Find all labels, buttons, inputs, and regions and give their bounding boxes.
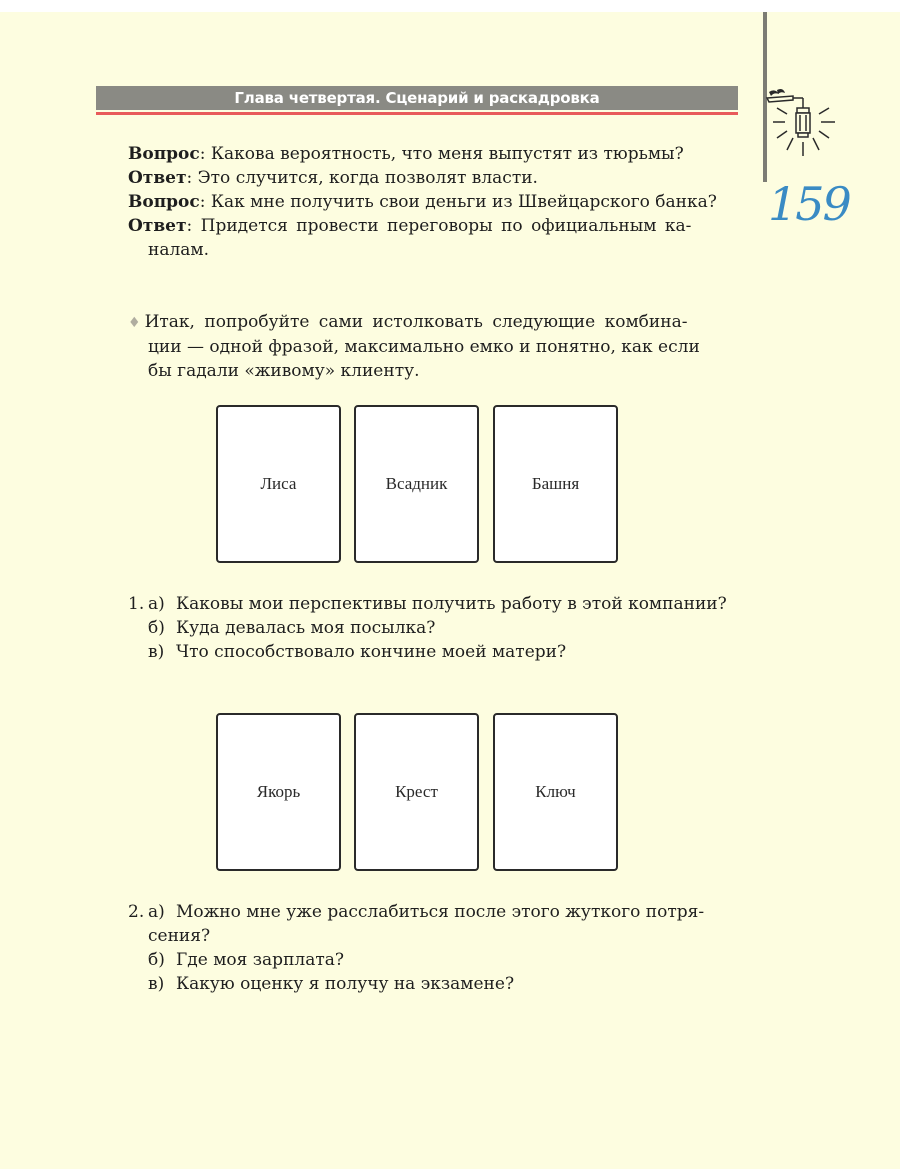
intro-text: Итак, попробуйте сами истолковать следующие комбина- [144,312,688,332]
qa-label: Ответ [128,216,187,236]
page-number: 159 [768,177,850,231]
question-text: Какую оценку я получу на экзамене? [176,974,515,994]
question-item [128,948,748,972]
card: Всадник [354,405,479,563]
qa-line [128,166,740,190]
chapter-title: Глава четвертая. Сценарий и раскадровка [96,86,738,110]
question-letter: в) [148,642,165,662]
qa-line [128,142,740,166]
card: Башня [493,405,618,563]
qa-text: : Придется провести переговоры по официальным ка- [186,216,692,236]
question-text: Каковы мои перспективы получить работу в этой компании? [176,594,727,614]
question-letter: в) [148,974,165,994]
card: Крест [354,713,479,871]
question-text: Где моя зарплата? [176,950,344,970]
top-strip [0,0,900,12]
intro-paragraph [128,310,742,383]
intro-line: ции — одной фразой, максимально емко и понятно, как если [148,337,700,357]
intro-line: бы гадали «живому» клиенту. [148,361,420,381]
lantern-icon [763,86,843,166]
question-item [128,616,748,640]
question-letter: а) [148,902,165,922]
question-list-2 [128,900,748,996]
qa-label: Вопрос [128,192,200,212]
card: Ключ [493,713,618,871]
question-letter: а) [148,594,165,614]
question-text: Можно мне уже расслабиться после этого жуткого потря- [176,902,705,922]
question-text: Куда девалась моя посылка? [176,618,436,638]
question-item [128,924,748,948]
question-item [128,900,748,924]
qa-text: : Как мне получить свои деньги из Швейцарского банка? [199,192,717,212]
question-list-1 [128,592,748,664]
card-spread-1 [216,405,619,563]
question-item [128,592,748,616]
question-letter: б) [148,950,165,970]
qa-label: Ответ [128,168,187,188]
qa-line [128,214,740,238]
qa-text: : Это случится, когда позволят власти. [186,168,538,188]
card-spread-2 [216,713,619,871]
qa-line [128,190,740,214]
question-number: 1. [128,594,145,614]
qa-continuation: налам. [148,240,210,260]
qa-block [128,142,740,262]
question-continuation: сения? [148,926,211,946]
diamond-bullet-icon: ♦ [128,315,141,331]
question-text: Что способствовало кончине моей матери? [176,642,567,662]
question-number: 2. [128,902,145,922]
card: Лиса [216,405,341,563]
qa-text: : Какова вероятность, что меня выпустят из тюрьмы? [199,144,684,164]
question-letter: б) [148,618,165,638]
question-item [128,972,748,996]
card: Якорь [216,713,341,871]
question-item [128,640,748,664]
intro-line [128,310,742,335]
qa-label: Вопрос [128,144,200,164]
chapter-underline [96,112,738,115]
